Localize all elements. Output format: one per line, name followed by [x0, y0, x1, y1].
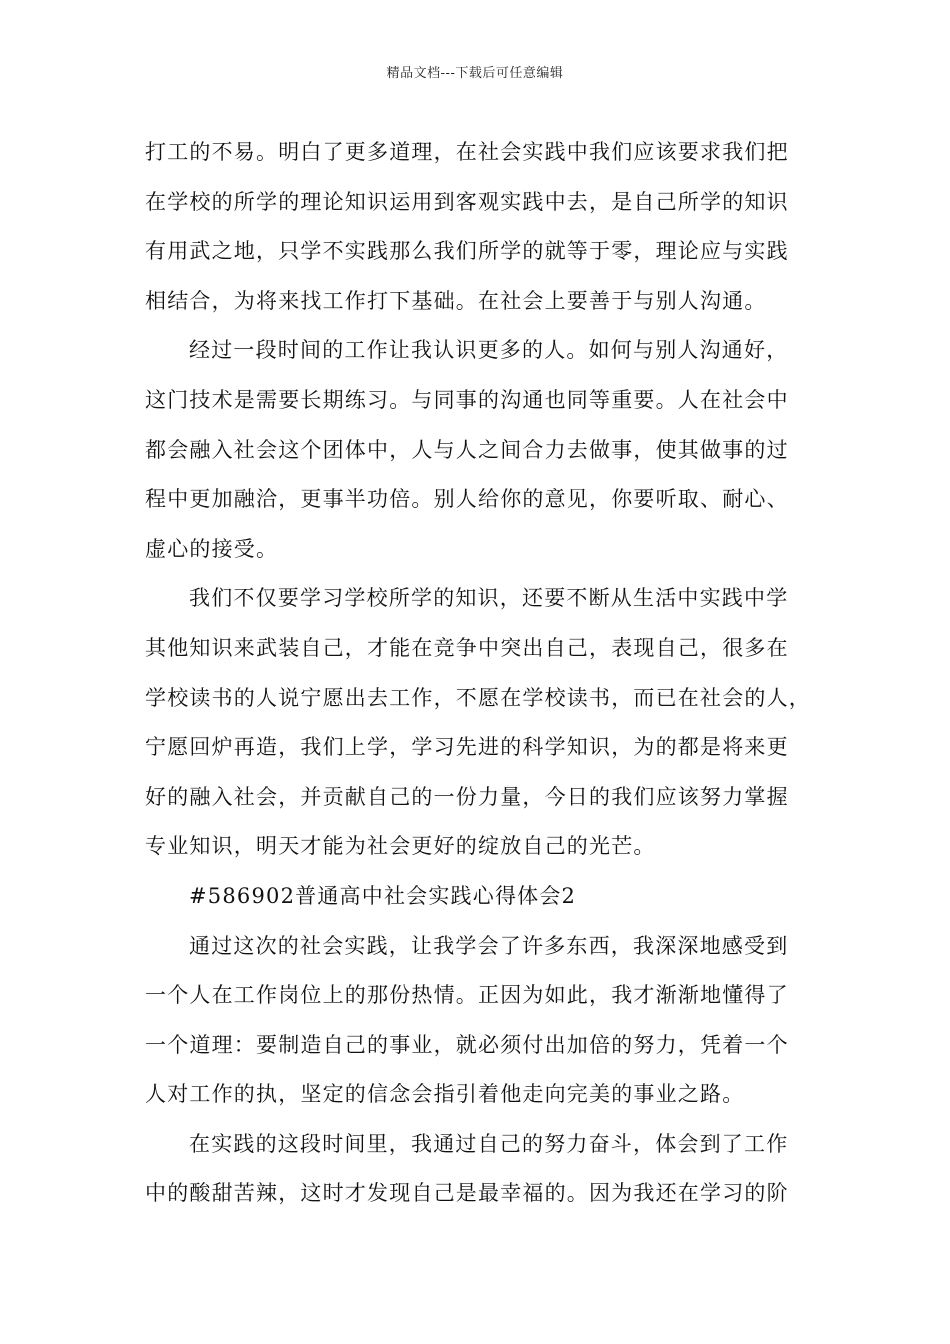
text-line: 在学校的所学的理论知识运用到客观实践中去，是自己所学的知识 — [145, 189, 789, 214]
paragraph-start-line: 我们不仅要学习学校所学的知识，还要不断从生活中实践中学 — [189, 586, 789, 611]
text-line: 宁愿回炉再造，我们上学，学习先进的科学知识，为的都是将来更 — [145, 735, 789, 760]
section-heading: #586902普通高中社会实践心得体会2 — [189, 883, 577, 908]
text-line: 一个道理：要制造自己的事业，就必须付出加倍的努力，凭着一个 — [145, 1032, 789, 1057]
text-line: 学校读书的人说宁愿出去工作，不愿在学校读书，而已在社会的人， — [145, 685, 811, 710]
text-line: 都会融入社会这个团体中，人与人之间合力去做事，使其做事的过 — [145, 437, 789, 462]
text-line: 程中更加融洽，更事半功倍。别人给你的意见，你要听取、耐心、 — [145, 487, 789, 512]
document-body — [145, 128, 825, 1219]
text-line: 有用武之地，只学不实践那么我们所学的就等于零，理论应与实践 — [145, 239, 789, 264]
paragraph-start-line: 在实践的这段时间里，我通过自己的努力奋斗，体会到了工作 — [189, 1131, 789, 1156]
text-line: 一个人在工作岗位上的那份热情。正因为如此，我才渐渐地懂得了 — [145, 983, 789, 1008]
text-line: 中的酸甜苦辣，这时才发现自己是最幸福的。因为我还在学习的阶 — [145, 1181, 789, 1206]
text-line: 相结合，为将来找工作打下基础。在社会上要善于与别人沟通。 — [145, 288, 767, 313]
text-line: 这门技术是需要长期练习。与同事的沟通也同等重要。人在社会中 — [145, 387, 789, 412]
paragraph-start-line: 经过一段时间的工作让我认识更多的人。如何与别人沟通好， — [189, 338, 789, 363]
text-line: 打工的不易。明白了更多道理，在社会实践中我们应该要求我们把 — [145, 140, 789, 164]
paragraph-start-line: 通过这次的社会实践，让我学会了许多东西，我深深地感受到 — [189, 933, 789, 958]
text-line: 专业知识，明天才能为社会更好的绽放自己的光芒。 — [145, 834, 656, 859]
text-line: 虚心的接受。 — [145, 536, 279, 561]
text-line: 人对工作的执，坚定的信念会指引着他走向完美的事业之路。 — [145, 1082, 745, 1107]
text-line: 好的融入社会，并贡献自己的一份力量，今日的我们应该努力掌握 — [145, 784, 789, 809]
text-line: 其他知识来武装自己，才能在竞争中突出自己，表现自己，很多在 — [145, 635, 789, 660]
page-header: 精品文档---下载后可任意编辑 — [386, 66, 564, 81]
